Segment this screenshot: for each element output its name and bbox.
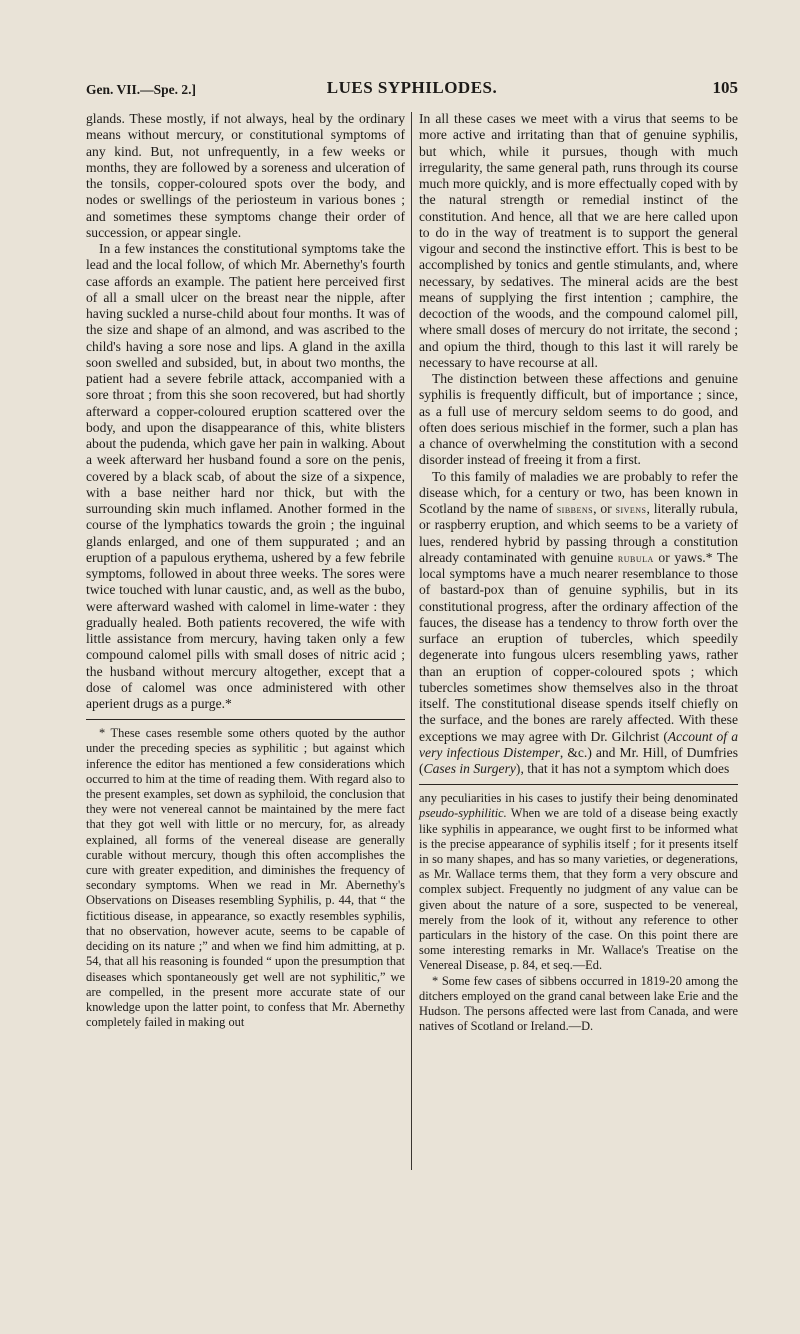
right-column bbox=[419, 111, 738, 1035]
footnote-rule-right bbox=[419, 784, 738, 785]
footnote-sibbens-canal: * Some few cases of sibbens occurred in 1819-20 among the ditchers employed on the grand canal between lake Erie and the Hudson. The persons affected were last from Canada, and were natives of Scotland or Ireland.—D. bbox=[419, 973, 738, 1034]
footnote-text: * These cases resemble some others quoted by the author under the preceding species as syphilitic ; but against which inference the editor has mentioned a few considerations which occurred to him at the time of reading them. With regard also to the present examples, set down as syphiloid, the conclusion that they were not venereal cannot be maintained by the mere fact that they got well with little or no mercury, for, as already explained, all forms of the venereal disease are generally curable without mercury, though this often accomplishes the cure with greater expedition, and diminishes the frequency of secondary symptoms. When we read in Mr. Abernethy's Observations on Diseases resembling Syphilis, p. 44, that “ the fictitious disease, in appearance, so exactly resembles syphilis, that no observation, however acute, seems to be capable of deciding on its nature ;” and when we find him admitting, at p. 54, that all his reasoning is founded “ upon the presumption that diseases which spontaneously get well are not syphilitic,” we are compelled, in the present more accurate state of our knowledge upon the latter point, to confess that Mr. Abernethy completely failed in making out bbox=[86, 726, 405, 1030]
term-sibbens: sibbens bbox=[556, 502, 594, 516]
column-divider bbox=[411, 112, 412, 1170]
p3-text-b: , or bbox=[593, 501, 616, 516]
right-paragraph-1: In all these cases we meet with a virus that seems to be more active and irritating than that of genuine syphilis, but which, while it pursues, though with much irregularity, the same general path, runs through its course much more quickly, and is more effectually coped with by the natural strength or remedial instinct of the constitution. And hence, all that we are here called upon to do in the way of treatment is to support the general vigour and second the instinctive effort. This is best to be accomplished by tonics and gentle stimulants, and, where necessary, by sedatives. The mineral acids are the best means of supplying the first intention ; camphire, the decoction of the woods, and the compound calomel pill, where small doses of mercury do not irritate, the second ; and opium the third, though to this last it will rarely be necessary to have recourse at all. bbox=[419, 111, 738, 370]
right-footnotes bbox=[419, 791, 738, 1034]
footnote-cont-text-b: When we are told of a disease being exactly like syphilis in appearance, we ought first to be informed what is the precise appearance of syphilis itself ; for it presents itself in so many shapes, and has so many varieties, or degenerations, as Mr. Wallace terms them, that they form a very obscure and complex subject. Frequently no judgment of any value can be given about the nature of a sore, suspected to be venereal, merely from the look of it, without any reference to other particulars in the history of the case. On this point there are some interesting remarks in Mr. Wallace's Treatise on the Venereal Disease, p. 84, et seq.—Ed. bbox=[419, 806, 738, 973]
term-sivens: sivens bbox=[615, 502, 647, 516]
p3-text-a: To this family of maladies we are probably to refer the disease which, for a century or two, has been known in Scotland by the name of bbox=[419, 468, 738, 516]
gilchrist-title: Account of a very infectious Distemper bbox=[419, 728, 738, 760]
footnote-cont-text-a: any peculiarities in his cases to justify their being denominated bbox=[419, 791, 738, 806]
left-paragraph-2: In a few instances the constitutional symptoms take the lead and the local follow, of which Mr. Abernethy's fourth case affords an example. The patient here perceived first of all a small ulcer on the breast near the nipple, after having suckled a nurse-child about four months. It was of the size and shape of an almond, and was ascribed to the child's having a sore nose and lips. A gland in the axilla soon swelled and subsided, but, in about two months, the patient had a severe febrile attack, accompanied with a sore throat ; from this she soon recovered, but had shortly afterward a copper-coloured eruption scattered over the body, and upon the disappearance of this, white blisters about the pudenda, which gave her pain in walking. About a week afterward her husband found a sore on the penis, covered by a black scab, of about the size of a sixpence, with a base neither hard nor thick, but with the surrounding skin much inflamed. Another formed in the course of the lymphatics towards the groin ; the inguinal glands enlarged, and one of them suppurated ; and an eruption of a papulous erythema, ushered by a few febrile symptoms, followed in about three weeks. The sores were twice touched with lunar caustic, and, as well as the bubo, were afterward washed with calomel in lime-water : they gradually healed. Both patients recovered, the wife with little assistance from mercury, having taken only a few compound calomel pills with small doses of nitric acid ; the husband without mercury altogether, except that a dose of calomel was once administered with other aperient drugs as a purge.* bbox=[86, 241, 405, 711]
footnote-rule bbox=[86, 719, 405, 720]
p3-text-d: or yaws.* The local symptoms have a much nearer resemblance to those of bastard-pox than of genuine syphilis, but in its constitutional progress, after the ordinary affection of the fauces, the disease has a tendency to throw forth over the surface an eruption of tubercles, which speedily degenerate into fungous ulcers resembling yaws, rather than an eruption of copper-coloured spots ; which tubercles sometimes show themselves also in the throat itself. The constitutional disease spends itself chiefly on the surface, and the bones are rarely affected. With these exceptions we may agree with Dr. Gilchrist ( bbox=[419, 549, 738, 744]
footnote-continuation bbox=[419, 791, 738, 973]
term-pseudo-syphilitic: pseudo-syphilitic. bbox=[419, 806, 507, 821]
left-paragraph-1: glands. These mostly, if not always, heal by the ordinary means without mercury, or constitutional symptoms of any kind. But, not unfrequently, in a few weeks or months, they are followed by a soreness and ulceration of the tonsils, copper-coloured spots over the body, and nodes or swellings of the periosteum in various bones ; and sometimes these symptoms change their order of succession, or appear single. bbox=[86, 111, 405, 240]
term-rubula: rubula bbox=[617, 550, 654, 565]
header-section-ref: Gen. VII.—Spe. 2.] bbox=[86, 82, 197, 97]
right-paragraph-3 bbox=[419, 469, 738, 778]
p3-text-e: , &c.) and Mr. Hill, of Dumfries ( bbox=[419, 744, 738, 776]
hill-title: Cases in Surgery bbox=[423, 761, 516, 776]
right-paragraph-2: The distinction between these affections and genuine syphilis is frequently difficult, but of importance ; since, as a full use of mercury seldom seems to do good, and often does serious mischief in the former, such a plan has a chance of overwhelming the constitution with a second disorder instead of freeing it from a first. bbox=[419, 371, 738, 468]
left-column bbox=[86, 111, 405, 1030]
left-footnote bbox=[86, 726, 405, 1030]
page-number: 105 bbox=[712, 78, 738, 97]
p3-text-c: , literally rubula, or raspberry eruption, and which seems to be a variety of lues, rendered hybrid by passing through a constitution already contaminated with genuine bbox=[419, 501, 738, 565]
header-title: LUES SYPHILODES. bbox=[326, 78, 498, 97]
p3-text-f: ), that it has not a symptom which does bbox=[515, 761, 730, 776]
running-header bbox=[86, 78, 738, 104]
